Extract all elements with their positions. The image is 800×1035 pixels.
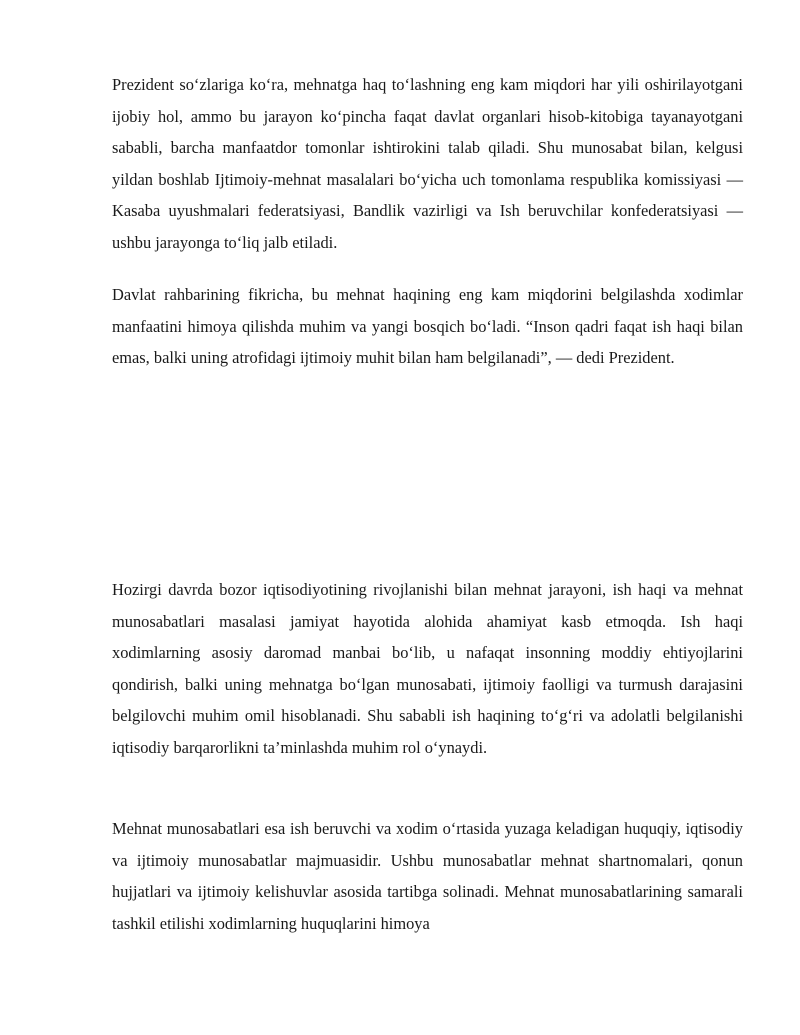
paragraph-1: Prezident so‘zlariga ko‘ra, mehnatga haq to‘lashning eng kam miqdori har yili oshirilayotgani ijobiy hol, ammo bu jarayon ko‘pincha faqat davlat organlari hisob-kitobiga tayanayotgani sababli, barcha manfaatdor tomonlar ishtirokini talab qiladi. Shu munosabat bilan, kelgusi yildan boshlab Ijtimoiy-mehnat masalalari bo‘yicha uch tomonlama respublika komissiyasi — Kasaba uyushmalari federatsiyasi, Bandlik vazirligi va Ish beruvchilar konfederatsiyasi — ushbu jarayonga to‘liq jalb etiladi. (112, 75, 743, 252)
paragraph-4: Mehnat munosabatlari esa ish beruvchi va xodim o‘rtasida yuzaga keladigan huquqiy, iqtisodiy va ijtimoiy munosabatlar majmuasidir. Ushbu munosabatlar mehnat shartnomalari, qonun hujjatlari va ijtimoiy kelishuvlar asosida tartibga solinadi. Mehnat munosabatlarining samarali tashkil etilishi xodimlarning huquqlarini himoya (112, 819, 743, 933)
paragraph-2: Davlat rahbarining fikricha, bu mehnat haqining eng kam miqdorini belgilashda xodimlar manfaatini himoya qilishda muhim va yangi bosqich bo‘ladi. “Inson qadri faqat ish haqi bilan emas, balki uning atrofidagi ijtimoiy muhit bilan ham belgilanadi”, — dedi Prezident. (112, 285, 743, 368)
paragraph-3: Hozirgi davrda bozor iqtisodiyotining rivojlanishi bilan mehnat jarayoni, ish haqi va mehnat munosabatlari masalasi jamiyat hayotida alohida ahamiyat kasb etmoqda. Ish haqi xodimlarning asosiy daromad manbai bo‘lib, u nafaqat insonning moddiy ehtiyojlarini qondirish, balki uning mehnatga bo‘lgan munosabati, ijtimoiy faolligi va turmush darajasini belgilovchi muhim omil hisoblanadi. Shu sababli ish haqining to‘g‘ri va adolatli belgilanishi iqtisodiy barqarorlikni ta’minlashda muhim rol o‘ynaydi. (112, 580, 743, 757)
